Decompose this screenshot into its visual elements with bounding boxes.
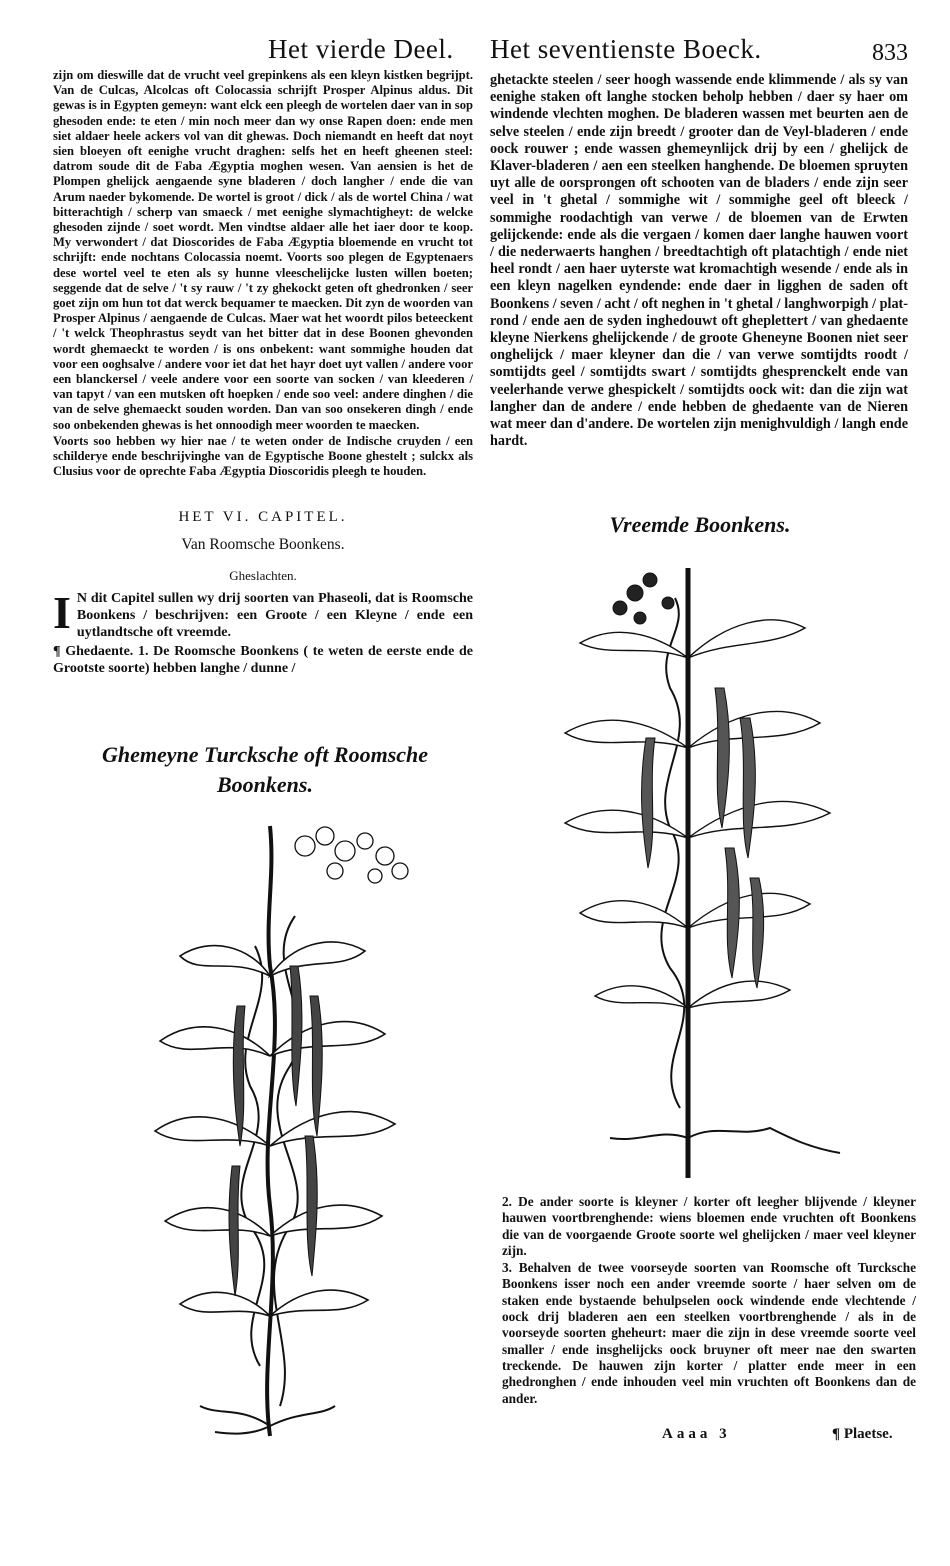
chapter-intro bbox=[53, 587, 473, 641]
running-head-part: Het vierde Deel. bbox=[268, 34, 454, 64]
section-heading: Gheslachten. bbox=[229, 568, 297, 584]
left-paragraph-1: zijn om dieswille dat de vrucht veel grepinkens als een kleyn kistken begrijpt. Van de Culcas, Alcolcas oft Colocassia schrijft Prosper Alpinus aldus. Dit gewas is in Egypten gemeyn: want elck een pleegh de wortelen daer van in sop ghesoden ende: te eten / min noch meer dan wy onse Rapen doen: ende men siet aldaer heele ackers vol van dit ghewas. Doch niemandt en heeft dat noyt sien bloeyen oft eenighe vrucht draghen: selfs het en heeft gheenen steel: datrom soude dit de Faba Ægyptia moghen wesen. Van aensien is het de Plompen ghelijck aengaende syne bladeren / doch langher / ende die van Arum naeder bykomende. De wortel is groot / dick / als de wortel China / wat bitterachtigh / scherp van smaeck / met eenighe slymachtigheyt: de welcke ghesoden zijnde / soet wordt. Men vindtse aldaer alle het iaer door te koop. My verwondert / dat Dioscorides de Faba Ægyptia bloemende en vrucht tot schrijft: ende nochtans Colocassia noemt. Voorts soo plegen de Egyptenaers dese wortel veel te eten als sy hunne vleeschelijcke lusten willen boeten; seggende dat de selve / 't sy rauw / 't zy ghekockt geten oft ghedronken / seer goet zijn om hun tot dat werck bequamer te maecken. Dit zyn de woorden van Prosper Alpinus / aengaende de Culcas. Maer wat het woordt pilos beteeckent / 't welck Theophrastus seydt van het bitter dat in dese Boonen ghevonden wordt ghemaeckt te worden / is ons onbekent: want sommighe houden dat voor een ooghsalve / andere voor iet dat het hayr doet uyt vallen / andere voor een blanckersel / veele andere voor een soorte van socken / van kleederen / van tapyt / van een mutsken oft hoepken / ende soo veel: andere dinghen / die van de selve ghemaeckt souden worden. Dan van soo onsekeren dingh / ende soo onbekenden ghewas is het onnoodigh meer woorden te maecken. bbox=[53, 68, 473, 432]
right-column bbox=[490, 72, 908, 450]
running-head-book: Het seventienste Boeck. bbox=[490, 34, 762, 64]
chapter-subtitle: Van Roomsche Boonkens. bbox=[181, 536, 345, 554]
intro-paragraph: N dit Capitel sullen wy drij soorten van Phaseoli, dat is Roomsche Boonkens / beschrijven: een Groote / een Kleyne / ende een uytlandtsche oft vreemde. bbox=[76, 591, 473, 641]
page-number: 833 bbox=[872, 40, 908, 66]
chapter-title: HET VI. CAPITEL. bbox=[178, 509, 348, 526]
bean-plant-illustration-right bbox=[540, 548, 860, 1178]
shape-paragraph: ¶ Ghedaente. 1. De Roomsche Boonkens ( te weten de eerste ende de Grootste soorte) hebben langhe / dunne / bbox=[53, 644, 473, 677]
catchword: ¶ Plaetse. bbox=[832, 1426, 893, 1442]
left-figure-caption: Ghemeyne Turcksche oft Roomsche Boonkens. bbox=[101, 742, 429, 797]
bean-plant-illustration-left bbox=[120, 806, 460, 1438]
right-column-lower bbox=[502, 1194, 916, 1407]
right-paragraph-2: 2. De ander soorte is kleyner / korter oft leegher blijvende / kleyner hauwen voortbrenghende: wiens bloemen ende vruchten oft Boonkens die van de voorgaende Groote soorte wel ghelijcken / maer veel kleyner zijn. bbox=[502, 1194, 916, 1258]
left-column bbox=[53, 68, 473, 677]
signature-mark: Aaaa 3 bbox=[662, 1426, 731, 1442]
right-figure-caption: Vreemde Boonkens. bbox=[609, 512, 791, 537]
right-paragraph-1: ghetackte steelen / seer hoogh wassende ende klimmende / als sy van eenighe staken oft langhe stocken beholp hebben / daer sy haer om windende vlechten moghen. De bladeren wassen met beurten aen de selve steelen / ende zijn breedt / grooter dan de Veyl-bladeren / ende oock rouwer ; ende wassen ghemeynlijck drij by een / ghelijck de Klaver-bladeren / aen een steelken hanghende. De bloemen spruyten uyt alle de oorsprongen oft schooten van de bladers / ende zijn seer veel in 't ghetal / sommighe wit / sommighe geel oft bleeck / sommighe roodachtigh van verwe / de bloemen van de Erwten gelijckende: ende als die vergaen / komen daer langhe hauwen voort / die nederwaerts hanghen / breedtachtigh oft platachtigh / ende niet heel rondt / aen haer uyterste wat kromachtigh wesende / ende als in een kleyn nagelken eyndende: ende daer in ligghen de saden oft Boonkens / seven / acht / oft neghen in 't ghetal / langhworpigh / plat-rond / ende aen de syden inghedouwt oft gheplettert / van ghedaente kleyne Nierkens ghelijckende / de groote Gheneyne Boonen niet seer onghelijck / maer kleyner dan die / van verwe somtijdts roodt / somtijdts geel / somtijdts swart / somtijdts ghesprenckelt ende van veelerhande verwe ghespickelt / somtijdts oock wit: dan die zijn wat langher dan de andere / ende hebben de ghedaente van de Nieren wat meer dan d'andere. De wortelen zijn menighvuldigh / langh ende hardt. bbox=[490, 72, 908, 450]
drop-cap: I bbox=[53, 587, 71, 639]
left-paragraph-2: Voorts soo hebben wy hier nae / te weten onder de Indische cruyden / een schilderye ende beschrijvinghe van de Egyptische Boone ghestelt ; sulckx als Clusius voor de oprechte Faba Ægyptia Dioscoridis pleegh te houden. bbox=[53, 433, 473, 479]
right-paragraph-3: 3. Behalven de twee voorseyde soorten van Roomsche oft Turcksche Boonkens isser noch een ander vreemde soorte / haer selven om de staken ende bystaende behulpselen oock windende ende vlechtende / oock drij bladeren aen een steelken voortbrenghende / als in de voorseyde soorten gheheurt: maer die zijn in dese vreemde soorte veel smaller / ende insghelijcks oock bruyner oft meer nae den swarten treckende. De hauwen zijn korter / platter ende meer in een ghedronghen / ende inhouden veel min vruchten oft Boonkens dan de ander. bbox=[502, 1260, 916, 1406]
